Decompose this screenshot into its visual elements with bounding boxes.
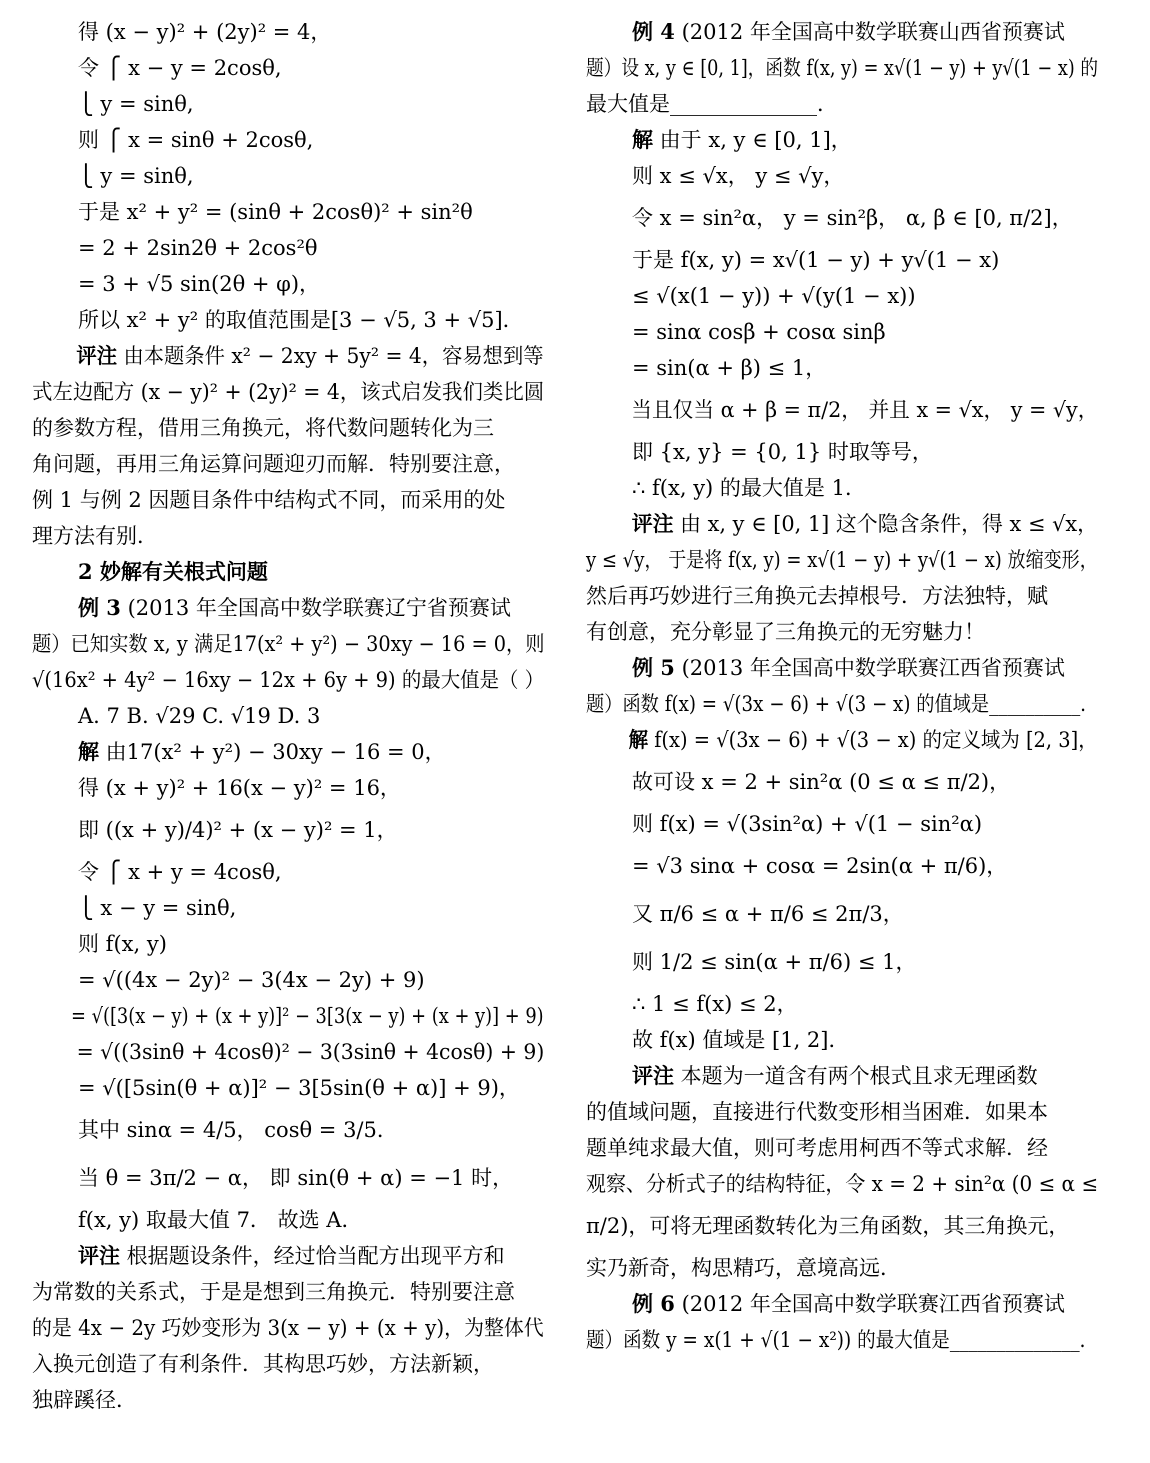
left-line: = 2 + 2sin2θ + 2cos²θ bbox=[78, 236, 318, 260]
left-line bbox=[32, 1238, 544, 1274]
right-line bbox=[586, 14, 1098, 50]
left-line bbox=[32, 734, 544, 770]
right-line: 有创意，充分彰显了三角换元的无穷魅力！ bbox=[586, 620, 985, 644]
right-line: 即 {x, y} = {0, 1} 时取等号， bbox=[632, 440, 933, 464]
right-line: ∴ 1 ≤ f(x) ≤ 2， bbox=[632, 992, 798, 1016]
left-line: 例 1 与例 2 因题目条件中结构式不同，而采用的处 bbox=[32, 488, 506, 512]
left-line: f(x, y) 取最大值 7． 故选 A． bbox=[78, 1208, 363, 1232]
right-line bbox=[586, 122, 1098, 158]
left-line: 则 ⎧ x = sinθ + 2cosθ, bbox=[78, 128, 314, 152]
right-line: 的值域问题，直接进行代数变形相当困难．如果本 bbox=[586, 1100, 1048, 1124]
right-line: 实乃新奇，构思精巧，意境高远． bbox=[586, 1256, 901, 1280]
left-line: ⎩ y = sinθ, bbox=[78, 92, 194, 116]
right-line: 然后再巧妙进行三角换元去掉根号．方法独特，赋 bbox=[586, 584, 1048, 608]
left-line: A. 7 B. √29 C. √19 D. 3 bbox=[78, 704, 321, 728]
left-line: = √((4x − 2y)² − 3(4x − 2y) + 9) bbox=[78, 968, 425, 992]
right-line: = √3 sinα + cosα = 2sin(α + π/6)， bbox=[632, 854, 1008, 878]
heading-label: 例 6 bbox=[632, 1291, 675, 1316]
left-line: = √([5sin(θ + α)]² − 3[5sin(θ + α)] + 9)， bbox=[78, 1076, 520, 1100]
left-line: = √((3sinθ + 4cosθ)² − 3(3sinθ + 4cosθ) + 9) bbox=[76, 1040, 545, 1064]
right-line: 题单纯求最大值，则可考虑用柯西不等式求解．经 bbox=[586, 1136, 1048, 1160]
line-text: (2012 年全国高中数学联赛山西省预赛试 bbox=[674, 20, 1065, 44]
line-text: 由本题条件 x² − 2xy + 5y² = 4，容易想到等 bbox=[117, 344, 544, 368]
right-line: 当且仅当 α + β = π/2， 并且 x = √x， y = √y， bbox=[631, 398, 1099, 422]
right-line: 题）函数 f(x) = √(3x − 6) + √(3 − x) 的值域是__________． bbox=[586, 692, 1099, 716]
left-line: 入换元创造了有利条件．其构思巧妙，方法新颖， bbox=[32, 1352, 494, 1376]
left-line: 角问题，再用三角运算问题迎刃而解．特别要注意， bbox=[32, 452, 515, 476]
right-line: π/2)，可将无理函数转化为三角函数，其三角换元， bbox=[586, 1214, 1070, 1238]
heading-label: 例 3 bbox=[78, 595, 121, 620]
right-line bbox=[586, 722, 1098, 758]
heading-label: 例 5 bbox=[632, 655, 675, 680]
heading-label: 评注 bbox=[78, 1243, 120, 1268]
right-column bbox=[586, 14, 1098, 1358]
right-line bbox=[586, 1286, 1098, 1322]
left-line: 式左边配方 (x − y)² + (2y)² = 4，该式启发我们类比圆 bbox=[32, 380, 545, 404]
left-column bbox=[32, 14, 544, 1418]
left-line: ⎩ y = sinθ, bbox=[78, 164, 194, 188]
right-line: 于是 f(x, y) = x√(1 − y) + y√(1 − x) bbox=[632, 248, 1000, 272]
right-line: 则 x ≤ √x， y ≤ √y， bbox=[632, 164, 845, 188]
left-line: 2 妙解有关根式问题 bbox=[78, 559, 268, 584]
heading-label: 解 bbox=[632, 127, 653, 152]
line-text: (2013 年全国高中数学联赛辽宁省预赛试 bbox=[120, 596, 511, 620]
left-line: 的参数方程，借用三角换元，将代数问题转化为三 bbox=[32, 416, 494, 440]
right-line: ≤ √(x(1 − y)) + √(y(1 − x)) bbox=[632, 284, 916, 308]
heading-label: 评注 bbox=[76, 343, 118, 368]
right-line: y ≤ √y， 于是将 f(x, y) = x√(1 − y) + y√(1 − x) 放缩变形， bbox=[586, 548, 1098, 572]
line-text: 本题为一道含有两个根式且求无理函数 bbox=[674, 1064, 1038, 1088]
line-text: 由于 x, y ∈ [0, 1]， bbox=[653, 128, 852, 152]
left-line: 其中 sinα = 4/5， cosθ = 3/5． bbox=[78, 1118, 398, 1142]
line-text: (2012 年全国高中数学联赛江西省预赛试 bbox=[674, 1292, 1065, 1316]
left-line: 得 (x − y)² + (2y)² = 4， bbox=[78, 20, 332, 44]
right-line bbox=[586, 506, 1099, 542]
left-line: 所以 x² + y² 的取值范围是[3 − √5, 3 + √5]． bbox=[78, 308, 524, 332]
line-text: 由17(x² + y²) − 30xy − 16 = 0， bbox=[99, 740, 446, 764]
right-line: = sin(α + β) ≤ 1， bbox=[632, 356, 827, 380]
heading-label: 评注 bbox=[631, 511, 674, 536]
right-line: 题）设 x, y ∈ [0, 1]，函数 f(x, y) = x√(1 − y) + y√(1 − x) 的 bbox=[586, 56, 1099, 80]
left-line: 于是 x² + y² = (sinθ + 2cosθ)² + sin²θ bbox=[78, 200, 473, 224]
right-line: = sinα cosβ + cosα sinβ bbox=[632, 320, 886, 344]
heading-label: 解 bbox=[628, 727, 649, 752]
left-line: 的是 4x − 2y 巧妙变形为 3(x − y) + (x + y)，为整体代 bbox=[32, 1316, 544, 1340]
left-line: 令 ⎧ x + y = 4cosθ, bbox=[78, 860, 282, 884]
right-line: 则 1/2 ≤ sin(α + π/6) ≤ 1， bbox=[632, 950, 917, 974]
right-line bbox=[586, 650, 1098, 686]
right-line: 题）函数 y = x(1 + √(1 − x²)) 的最大值是______________． bbox=[586, 1328, 1099, 1352]
left-line: 题）已知实数 x, y 满足17(x² + y²) − 30xy − 16 = 0，则 bbox=[32, 632, 545, 656]
left-line: √(16x² + 4y² − 16xy − 12x + 6y + 9) 的最大值是（ ） bbox=[32, 668, 545, 692]
left-line: 理方法有别． bbox=[32, 524, 158, 548]
right-line: 又 π/6 ≤ α + π/6 ≤ 2π/3， bbox=[632, 902, 904, 926]
line-text: f(x) = √(3x − 6) + √(3 − x) 的定义域为 [2, 3]， bbox=[648, 728, 1098, 752]
left-line: 当 θ = 3π/2 − α， 即 sin(θ + α) = −1 时， bbox=[78, 1166, 514, 1190]
right-line: ∴ f(x, y) 的最大值是 1． bbox=[632, 476, 866, 500]
line-text: (2013 年全国高中数学联赛江西省预赛试 bbox=[674, 656, 1065, 680]
heading-label: 解 bbox=[78, 739, 99, 764]
right-line: 则 f(x) = √(3sin²α) + √(1 − sin²α) bbox=[632, 812, 983, 836]
left-line: 则 f(x, y) bbox=[78, 932, 167, 956]
right-line bbox=[586, 1058, 1098, 1094]
line-text: 由 x, y ∈ [0, 1] 这个隐含条件，得 x ≤ √x， bbox=[673, 512, 1099, 536]
right-line: 最大值是______________． bbox=[586, 92, 838, 116]
right-line: 令 x = sin²α， y = sin²β， α, β ∈ [0, π/2]， bbox=[632, 206, 1073, 230]
left-line bbox=[32, 338, 544, 374]
left-line: 即 ((x + y)/4)² + (x − y)² = 1， bbox=[78, 818, 398, 842]
right-line: 观察、分析式子的结构特征，令 x = 2 + sin²α (0 ≤ α ≤ bbox=[586, 1172, 1099, 1196]
left-line: 独辟蹊径． bbox=[32, 1388, 137, 1412]
right-line: 故 f(x) 值域是 [1, 2]． bbox=[632, 1028, 850, 1052]
heading-label: 例 4 bbox=[632, 19, 675, 44]
heading-label: 评注 bbox=[632, 1063, 674, 1088]
left-line: = 3 + √5 sin(2θ + φ)， bbox=[78, 272, 321, 296]
left-line: ⎩ x − y = sinθ, bbox=[78, 896, 237, 920]
left-line: 为常数的关系式，于是是想到三角换元．特别要注意 bbox=[32, 1280, 515, 1304]
right-line: 故可设 x = 2 + sin²α (0 ≤ α ≤ π/2)， bbox=[632, 770, 1011, 794]
line-text: 根据题设条件，经过恰当配方出现平方和 bbox=[120, 1244, 505, 1268]
left-line: 得 (x + y)² + 16(x − y)² = 16， bbox=[78, 776, 401, 800]
left-line: = √([3(x − y) + (x + y)]² − 3[3(x − y) + (x + y)] + 9) bbox=[71, 1004, 544, 1028]
left-line: 令 ⎧ x − y = 2cosθ, bbox=[78, 56, 282, 80]
left-line bbox=[32, 590, 544, 626]
